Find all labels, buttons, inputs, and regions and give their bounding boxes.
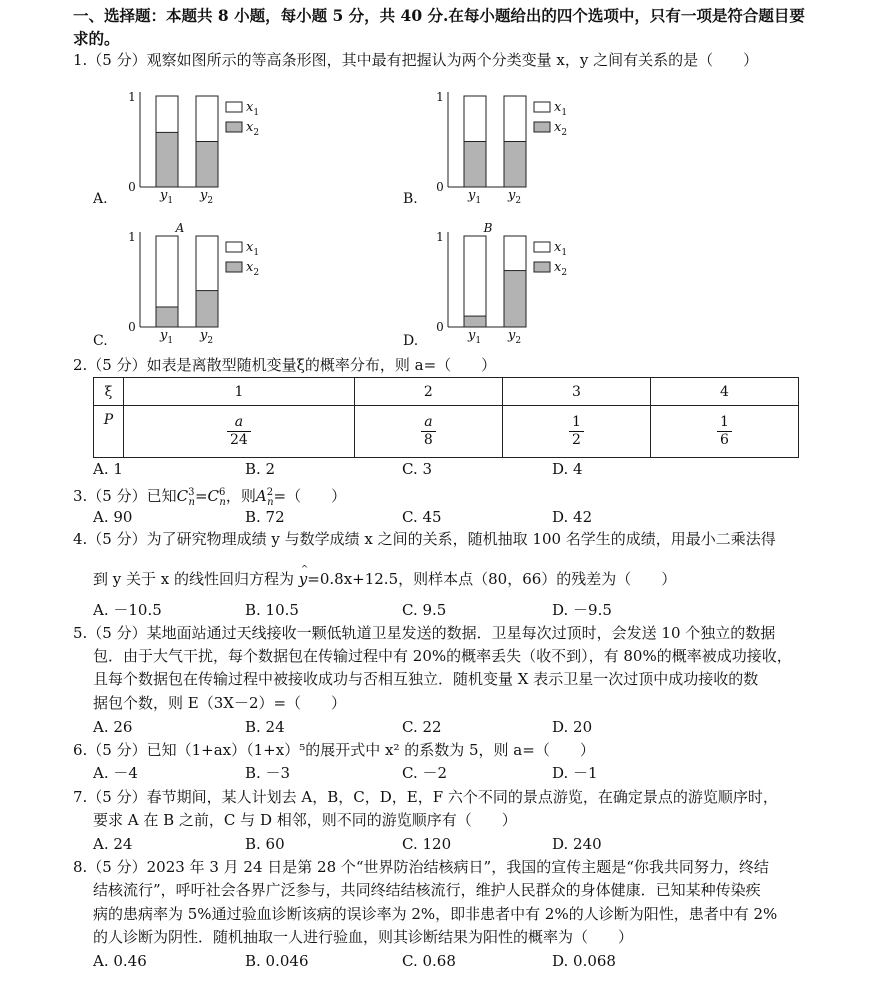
q2-options (93, 458, 793, 480)
legend-swatch-x1 (534, 102, 550, 112)
question-8-line2: 结核流行”，呼吁社会各界广泛参与，共同终结结核流行，维护人民群众的身体健康．已知某种传染疾 (93, 881, 761, 899)
legend-label-x2: $x_2$ (246, 120, 260, 138)
legend-label-x1: $x_1$ (554, 240, 568, 258)
question-8-line4: 的人诊断为阴性．随机抽取一人进行验血，则其诊断结果为阳性的概率为（ ） (93, 928, 634, 946)
x-tick-label: $y_2$ (200, 188, 214, 206)
q4-y-hat: ^ y (299, 568, 307, 590)
y-tick-label: 0 (436, 320, 444, 334)
fraction (717, 414, 732, 449)
q8-option-c[interactable]: C. 0.68 (402, 952, 456, 970)
y-tick-label: 1 (436, 230, 444, 244)
table-row (94, 378, 799, 406)
table-cell: 2 (354, 378, 502, 406)
q5-options (93, 716, 793, 738)
q4-regression-equation: =0.8x+12.5 (307, 570, 399, 588)
question-8-line3: 病的患病率为 5%通过验血诊断该病的误诊率为 2%，即非患者中有 2%的人诊断为阳性，患者中有 2% (93, 905, 778, 923)
table-cell-xi-head: ξ (94, 378, 124, 406)
q8-option-d[interactable]: D. 0.068 (552, 952, 616, 970)
legend-label-x1: $x_1$ (246, 100, 260, 118)
legend-swatch-x2 (534, 262, 550, 272)
fraction-numerator: a (227, 414, 251, 432)
q4-line2-b: ，则样本点（80，66）的残差为（ ） (398, 570, 677, 588)
chart-title: A (175, 222, 185, 235)
q6-option-d[interactable]: D. －1 (552, 764, 598, 782)
question-2-text: 2.（5 分）如表是离散型随机变量ξ的概率分布，则 a=（ ） (73, 356, 497, 374)
y-tick-label: 0 (436, 180, 444, 194)
fraction-denominator: 24 (230, 432, 248, 448)
bar-x2-segment (464, 142, 486, 188)
section-title-line1: 一、选择题：本题共 8 小题，每小题 5 分，共 40 分.在每小题给出的四个选项中，只有一项是符合题目要 (73, 6, 805, 25)
q4-line2-a: 到 y 关于 x 的线性回归方程为 (93, 570, 299, 588)
question-5-line2: 包．由于大气干扰，每个数据包在传输过程中有 20%的概率丢失（收不到），有 80%的概率被成功接收， (93, 647, 792, 665)
q8-option-a[interactable]: A. 0.46 (93, 952, 147, 970)
question-4-line2 (93, 568, 676, 590)
fraction (421, 414, 436, 449)
q1-chart-a (122, 82, 292, 207)
q2-option-d[interactable]: D. 4 (552, 460, 583, 478)
q6-option-c[interactable]: C. －2 (402, 764, 448, 782)
q7-option-a[interactable]: A. 24 (93, 835, 133, 853)
q1-option-a-label: A. (93, 191, 108, 207)
question-5-line1: 5.（5 分）某地面站通过天线接收一颗低轨道卫星发送的数据．卫星每次过顶时，会发送 10 个独立的数据 (73, 624, 776, 642)
table-cell (650, 406, 798, 458)
chart-title: B (483, 222, 493, 235)
legend-swatch-x2 (226, 262, 242, 272)
table-row (94, 406, 799, 458)
question-7-line2: 要求 A 在 B 之前，C 与 D 相邻，则不同的游览顺序有（ ） (93, 811, 517, 829)
legend-swatch-x1 (226, 242, 242, 252)
fraction (227, 414, 251, 449)
fraction-numerator: 1 (717, 414, 732, 432)
q4-options (93, 599, 793, 621)
bar-x2-segment (196, 142, 218, 188)
table-cell: 3 (502, 378, 650, 406)
table-cell (502, 406, 650, 458)
legend-label-x2: $x_2$ (246, 260, 260, 278)
q2-option-c[interactable]: C. 3 (402, 460, 433, 478)
y-tick-label: 1 (128, 90, 136, 104)
bar-x2-segment (504, 271, 526, 327)
x-tick-label: $y_2$ (200, 328, 214, 346)
bar-x2-segment (156, 132, 178, 187)
q2-distribution-table (93, 377, 799, 458)
q5-option-b[interactable]: B. 24 (245, 718, 285, 736)
legend-swatch-x2 (534, 122, 550, 132)
x-tick-label: $y_1$ (468, 188, 482, 206)
fraction-denominator: 2 (571, 432, 581, 448)
bar-x2-segment (156, 307, 178, 327)
q1-option-d-label: D. (403, 333, 419, 349)
q2-option-b[interactable]: B. 2 (245, 460, 276, 478)
x-tick-label: $y_1$ (160, 188, 174, 206)
table-cell (124, 406, 355, 458)
q1-option-c-label: C. (93, 333, 108, 349)
section-title-line2: 求的。 (73, 29, 120, 48)
table-cell: 1 (124, 378, 355, 406)
q1-chart-svg (430, 222, 600, 347)
q1-chart-svg (122, 222, 292, 347)
q3-suffix: =（ ） (273, 487, 347, 505)
q6-options (93, 762, 793, 784)
q4-option-c[interactable]: C. 9.5 (402, 601, 447, 619)
legend-swatch-x1 (226, 102, 242, 112)
legend-label-x1: $x_1$ (246, 240, 260, 258)
q3-option-c[interactable]: C. 45 (402, 508, 442, 526)
q1-chart-svg (430, 82, 600, 207)
q1-chart-d (430, 222, 600, 347)
q8-option-b[interactable]: B. 0.046 (245, 952, 309, 970)
q3-option-d[interactable]: D. 42 (552, 508, 593, 526)
q1-chart-c (122, 222, 292, 347)
question-5-line3: 且每个数据包在传输过程中被接收成功与否相互独立．随机变量 X 表示卫星一次过顶中成功接收的数 (93, 670, 759, 688)
q7-option-d[interactable]: D. 240 (552, 835, 602, 853)
q3-middle: ，则 (225, 487, 256, 505)
question-5-line4: 据包个数，则 E（3X－2）=（ ） (93, 694, 347, 712)
fraction (569, 414, 584, 449)
q1-option-b-label: B. (403, 191, 418, 207)
table-cell-p-head (94, 406, 124, 458)
q3-options (93, 506, 793, 528)
q4-option-a[interactable]: A. －10.5 (93, 601, 162, 619)
legend-swatch-x1 (534, 242, 550, 252)
y-tick-label: 0 (128, 320, 136, 334)
q6-option-b[interactable]: B. －3 (245, 764, 291, 782)
q1-chart-svg (122, 82, 292, 207)
x-tick-label: $y_2$ (508, 188, 522, 206)
bar-x2-segment (504, 142, 526, 188)
q7-options (93, 833, 793, 855)
y-tick-label: 1 (128, 230, 136, 244)
fraction-denominator: 6 (720, 432, 729, 448)
y-tick-label: 1 (436, 90, 444, 104)
p-label: P (103, 412, 114, 428)
legend-label-x2: $x_2$ (554, 120, 568, 138)
q8-options (93, 950, 793, 972)
fraction-numerator: 1 (569, 414, 584, 432)
question-6-text: 6.（5 分）已知（1+ax）（1+x）⁵的展开式中 x² 的系数为 5，则 a=（ ） (73, 741, 595, 759)
q7-option-c[interactable]: C. 120 (402, 835, 452, 853)
legend-label-x1: $x_1$ (554, 100, 568, 118)
q3-combination-equation: $C^3_n=C^6_n$ (176, 487, 226, 508)
q7-option-b[interactable]: B. 60 (245, 835, 285, 853)
q5-option-c[interactable]: C. 22 (402, 718, 442, 736)
bar-x2-segment (196, 291, 218, 327)
x-tick-label: $y_2$ (508, 328, 522, 346)
q3-permutation-symbol: $A^2_n$ (255, 487, 274, 508)
table-cell: 4 (650, 378, 798, 406)
q6-option-a[interactable]: A. －4 (93, 764, 138, 782)
q4-option-b[interactable]: B. 10.5 (245, 601, 299, 619)
q3-option-a[interactable]: A. 90 (93, 508, 133, 526)
x-tick-label: $y_1$ (160, 328, 174, 346)
question-4-line1: 4.（5 分）为了研究物理成绩 y 与数学成绩 x 之间的关系，随机抽取 100 名学生的成绩，用最小二乘法得 (73, 530, 776, 548)
question-7-line1: 7.（5 分）春节期间，某人计划去 A，B，C，D，E，F 六个不同的景点游览，在确定景点的游览顺序时， (73, 788, 778, 806)
q2-option-a[interactable]: A. 1 (93, 460, 123, 478)
q5-option-d[interactable]: D. 20 (552, 718, 593, 736)
question-8-line1: 8.（5 分）2023 年 3 月 24 日是第 28 个“世界防治结核病日”，我国的宣传主题是“你我共同努力，终结 (73, 858, 769, 876)
y-tick-label: 0 (128, 180, 136, 194)
fraction-denominator: 8 (423, 432, 433, 448)
question-1-text: 1.（5 分）观察如图所示的等高条形图，其中最有把握认为两个分类变量 x，y 之间有关系的是（ ） (73, 51, 759, 69)
fraction-numerator: a (421, 414, 436, 432)
q3-option-b[interactable]: B. 72 (245, 508, 285, 526)
q5-option-a[interactable]: A. 26 (93, 718, 133, 736)
bar-x1-segment (464, 236, 486, 327)
table-cell (354, 406, 502, 458)
q3-prefix: 3.（5 分）已知 (73, 487, 177, 505)
q4-option-d[interactable]: D. －9.5 (552, 601, 612, 619)
q1-chart-b (430, 82, 600, 207)
legend-swatch-x2 (226, 122, 242, 132)
x-tick-label: $y_1$ (468, 328, 482, 346)
legend-label-x2: $x_2$ (554, 260, 568, 278)
bar-x2-segment (464, 316, 486, 327)
